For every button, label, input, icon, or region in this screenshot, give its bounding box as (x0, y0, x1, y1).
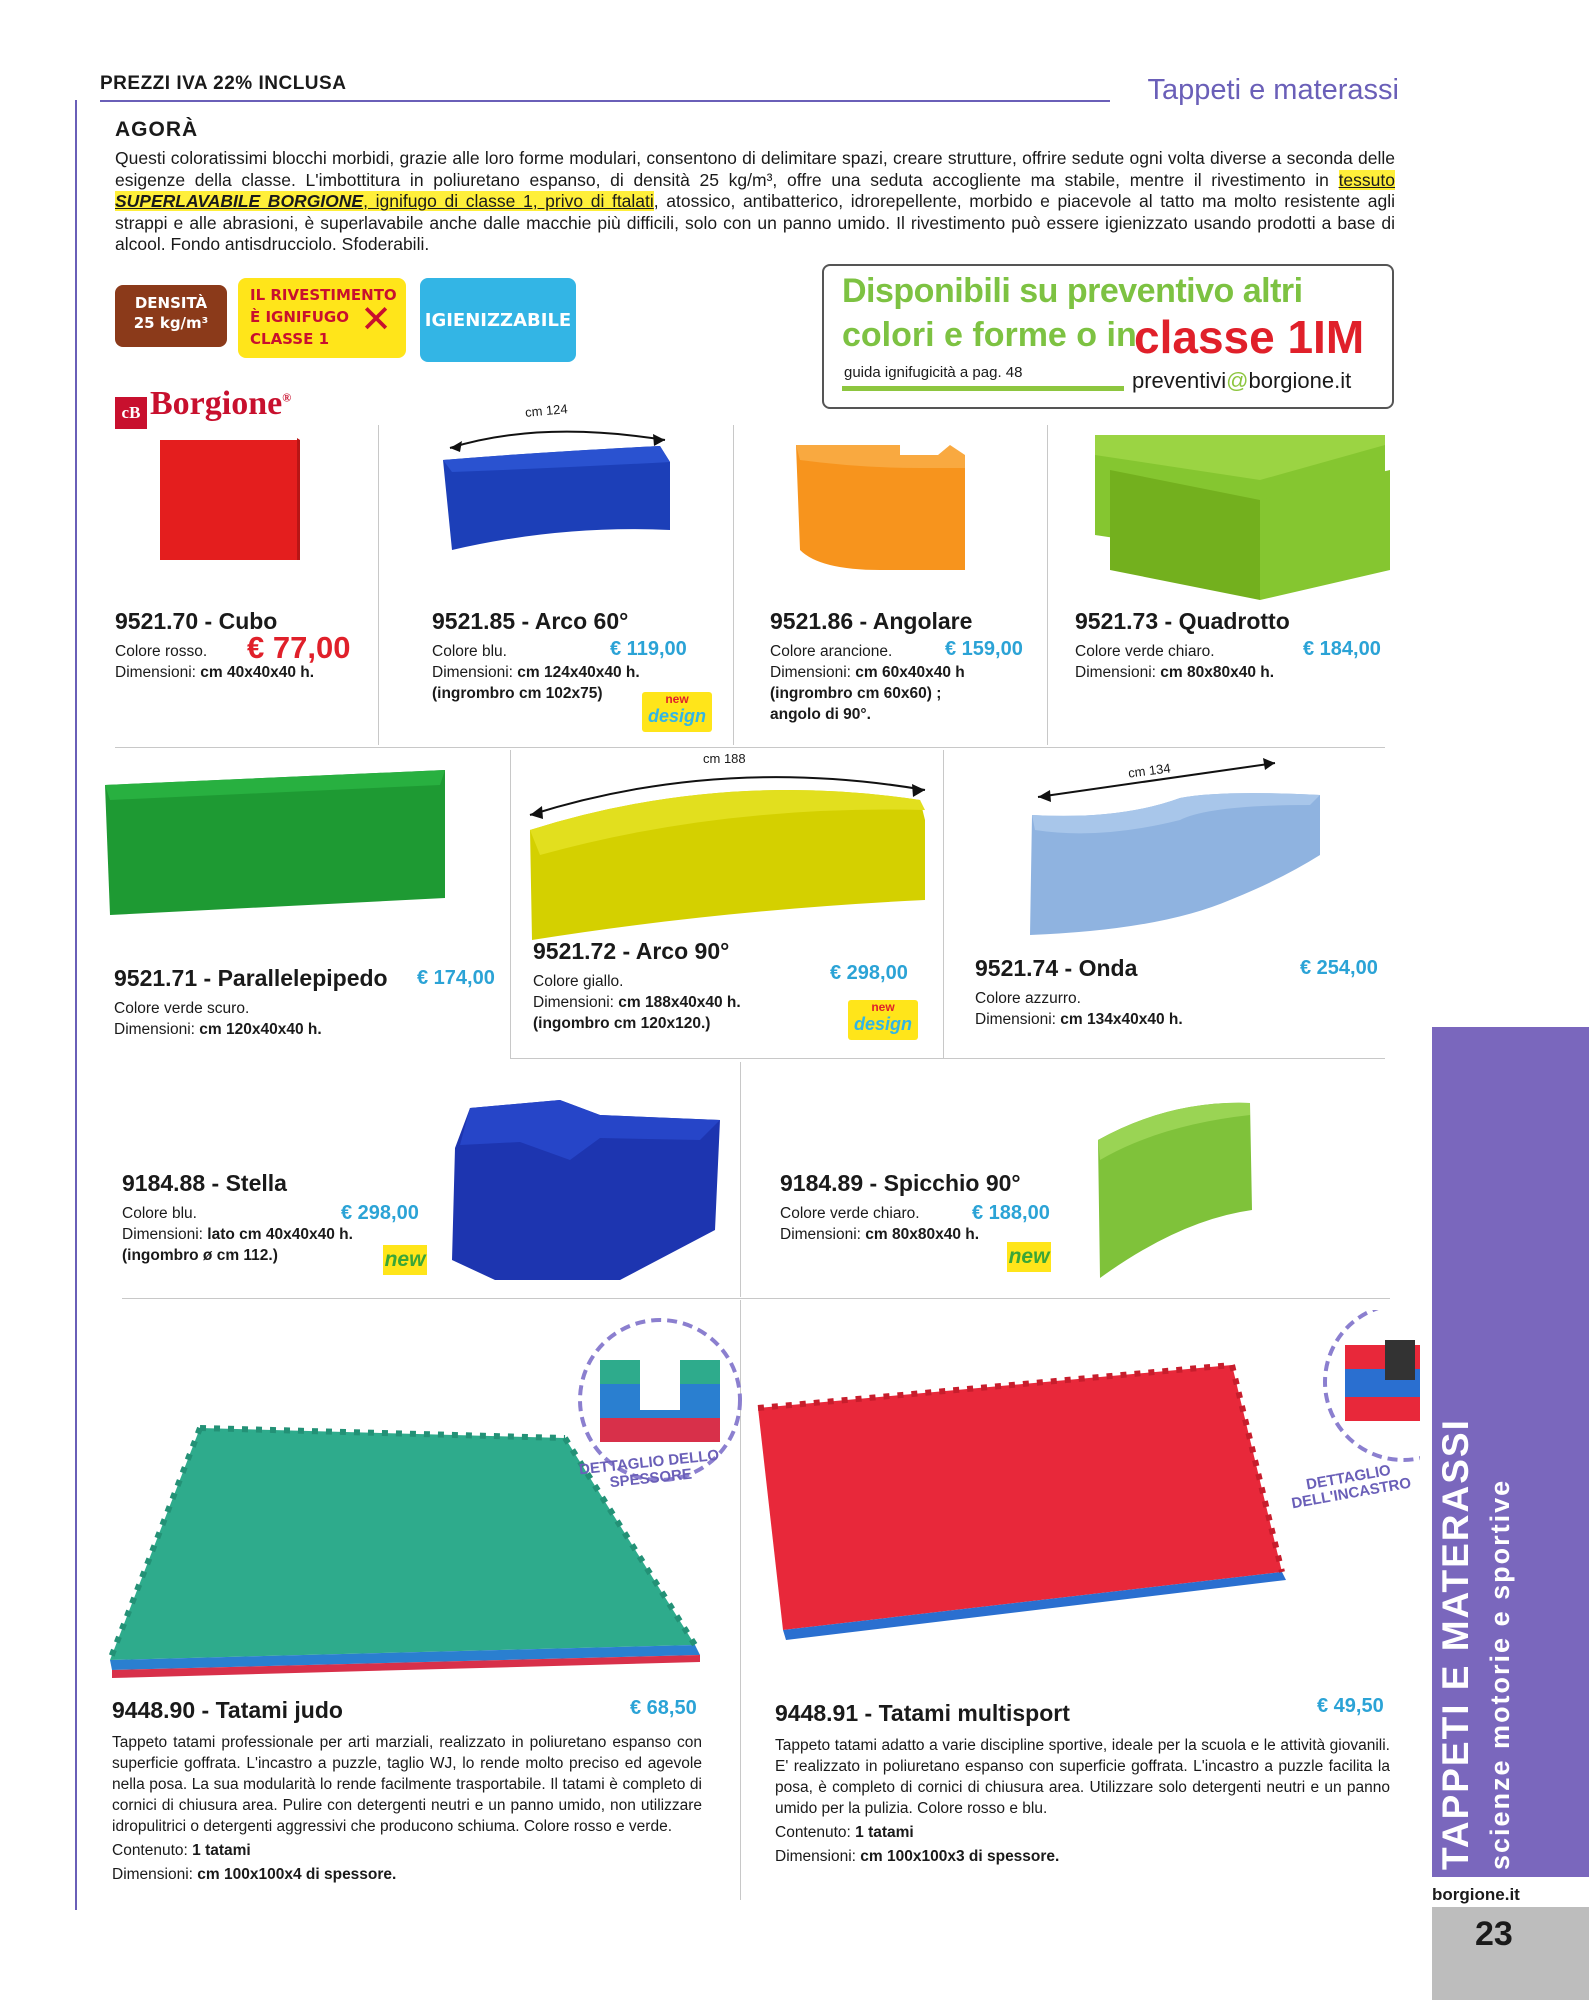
density-badge: DENSITÀ 25 kg/m³ (115, 285, 227, 347)
product-arco90: 9521.72 - Arco 90° Colore giallo. Dimensioni: cm 188x40x40 h. (ingombro cm 120x120.) (533, 938, 741, 1032)
arco60-image (443, 432, 670, 550)
price-tatami-multisport: € 49,50 (1317, 1695, 1384, 1717)
spicchio-image (1098, 1103, 1252, 1278)
vat-note: PREZZI IVA 22% INCLUSA (100, 73, 347, 94)
sidebar-subtitle: scienze motorie e sportive (1485, 1478, 1515, 1870)
price-onda: € 254,00 (1300, 957, 1378, 979)
section-title: AGORÀ (115, 118, 199, 141)
quadrotto-image (1095, 435, 1390, 600)
arco90-image (530, 777, 925, 940)
multisport-detail-label: DETTAGLIO DELL'INCASTRO (1290, 1461, 1413, 1513)
fireproof-badge: IL RIVESTIMENTO È IGNIFUGO CLASSE 1 ✕ (238, 278, 406, 358)
new-design-badge: new design (848, 1000, 918, 1040)
price-arco60: € 119,00 (610, 638, 687, 660)
highlight: tessuto SUPERLAVABILE BORGIONE, ignifugo di classe 1, privo di ftalati (115, 169, 1395, 212)
product-parallelepipedo: 9521.71 - Parallelepipedo Colore verde scuro. Dimensioni: cm 120x40x40 h. (114, 965, 388, 1038)
section-intro: Questi coloratissimi blocchi morbidi, grazie alle loro forme modulari, consentono di delimitare spazi, creare strutture, offrire sedute ogni volta diverse a seconda delle esigenze della classe. L'imbottitura in poliuretano espanso, di densità 25 kg/m³, offre una seduta accogliente ma stabile, mentre il rivestimento in tessuto SUPERLAVABILE BORGIONE, ignifugo di classe 1, privo di ftalati, atossico, antibatterico, idrorepellente, morbido e piacevole al tatto ma molto resistente agli strappi e alle abrasioni, è superlavabile anche dalle macchie più difficili, solo con un panno umido. Il rivestimento può essere igienizzato usando prodotti a base di alcool. Fondo antisdrucciolo. Sfoderabili. (115, 148, 1396, 255)
multisport-detail-circle (1325, 1310, 1420, 1460)
site-url: borgione.it (1432, 1885, 1520, 1904)
hygiene-badge: IGIENIZZABILE (420, 278, 576, 362)
sidebar-title: TAPPETI E MATERASSI (1435, 1418, 1476, 1870)
product-spicchio: 9184.89 - Spicchio 90° Colore verde chiaro. Dimensioni: cm 80x80x40 h. (780, 1170, 1021, 1243)
parallelepipedo-image (105, 770, 445, 915)
product-angolare: 9521.86 - Angolare Colore arancione. Dimensioni: cm 60x40x40 h (ingrombro cm 60x60) ; angolo di 90°. (770, 608, 973, 723)
product-stella: 9184.88 - Stella Colore blu. Dimensioni: lato cm 40x40x40 h. (ingombro ø cm 112.) (122, 1170, 353, 1264)
page-number: 23 (1475, 1915, 1513, 1953)
product-onda: 9521.74 - Onda Colore azzurro. Dimensioni: cm 134x40x40 h. (975, 955, 1183, 1028)
price-arco90: € 298,00 (830, 962, 908, 984)
price-cubo: € 77,00 (247, 630, 351, 665)
tatami-shapes (100, 1310, 1420, 1710)
price-quadrotto: € 184,00 (1303, 638, 1381, 660)
price-stella: € 298,00 (341, 1202, 419, 1224)
product-quadrotto: 9521.73 - Quadrotto Colore verde chiaro. Dimensioni: cm 80x80x40 h. (1075, 608, 1290, 681)
product-arco60: 9521.85 - Arco 60° Colore blu. Dimensioni: cm 124x40x40 h. (ingrombro cm 102x75) (432, 608, 640, 702)
onda-dim: cm 134 (1127, 760, 1172, 781)
stella-image (452, 1100, 720, 1280)
page-category: Tappeti e materassi (1147, 74, 1399, 106)
product-cubo: 9521.70 - Cubo Colore rosso. Dimensioni: cm 40x40x40 h. (115, 608, 315, 681)
cubo-image (160, 438, 300, 560)
onda-image (1030, 758, 1320, 935)
new-design-badge: new design (642, 692, 712, 732)
new-badge: new (383, 1245, 427, 1275)
tatami-multisport-image (758, 1365, 1286, 1640)
price-tatami-judo: € 68,50 (630, 1697, 697, 1719)
arco60-dim: cm 124 (524, 401, 569, 420)
arco90-dim: cm 188 (703, 751, 746, 766)
left-rule (75, 100, 77, 1910)
flame-icon: ✕ (360, 297, 392, 341)
product-tatami-judo: 9448.90 - Tatami judo Tappeto tatami professionale per arti marziali, realizzato in poliuretano espanso con superficie goffrata. L'incastro a puzzle, taglio WJ, lo rende molto preciso ed agevole nella posa. La sua modularità lo rende facilmente trasportabile. Il tatami è completo di cornici di chiusura area. Pulire con detergenti neutri e un panno umido, non utilizzare idropulitrici o detergenti aggressivi che producono schiuma. Colore rosso e verde. Contenuto: 1 tatami Dimensioni: cm 100x100x4 di spessore. (112, 1697, 702, 1883)
product-tatami-multisport: 9448.91 - Tatami multisport Tappeto tatami adatto a varie discipline sportive, ideale per la scuola e le attività giovanili. E' realizzato in poliuretano espanso con superficie goffrata. L'incastro a puzzle facilita la posa, è completo di cornici di chiusura area. Utilizzare solo detergenti neutri e un panno umido per la pulizia. Colore rosso e blu. Contenuto: 1 tatami Dimensioni: cm 100x100x3 di spessore. (775, 1700, 1390, 1865)
price-spicchio: € 188,00 (972, 1202, 1050, 1224)
judo-detail-label: DETTAGLIO DELLO SPESSORE (578, 1446, 720, 1492)
header-rule (100, 100, 1110, 102)
promo-box: Disponibili su preventivo altri colori e forme o in classe 1IM guida ignifugicità a pag. 48 preventivi@borgione.it (822, 264, 1394, 409)
new-badge: new (1007, 1242, 1051, 1272)
angolare-image (796, 445, 965, 570)
brand-logo: cB Borgione® (115, 385, 291, 429)
quote-email: preventivi@borgione.it (1132, 368, 1352, 393)
price-angolare: € 159,00 (945, 638, 1023, 660)
price-parallelepipedo: € 174,00 (417, 967, 495, 989)
